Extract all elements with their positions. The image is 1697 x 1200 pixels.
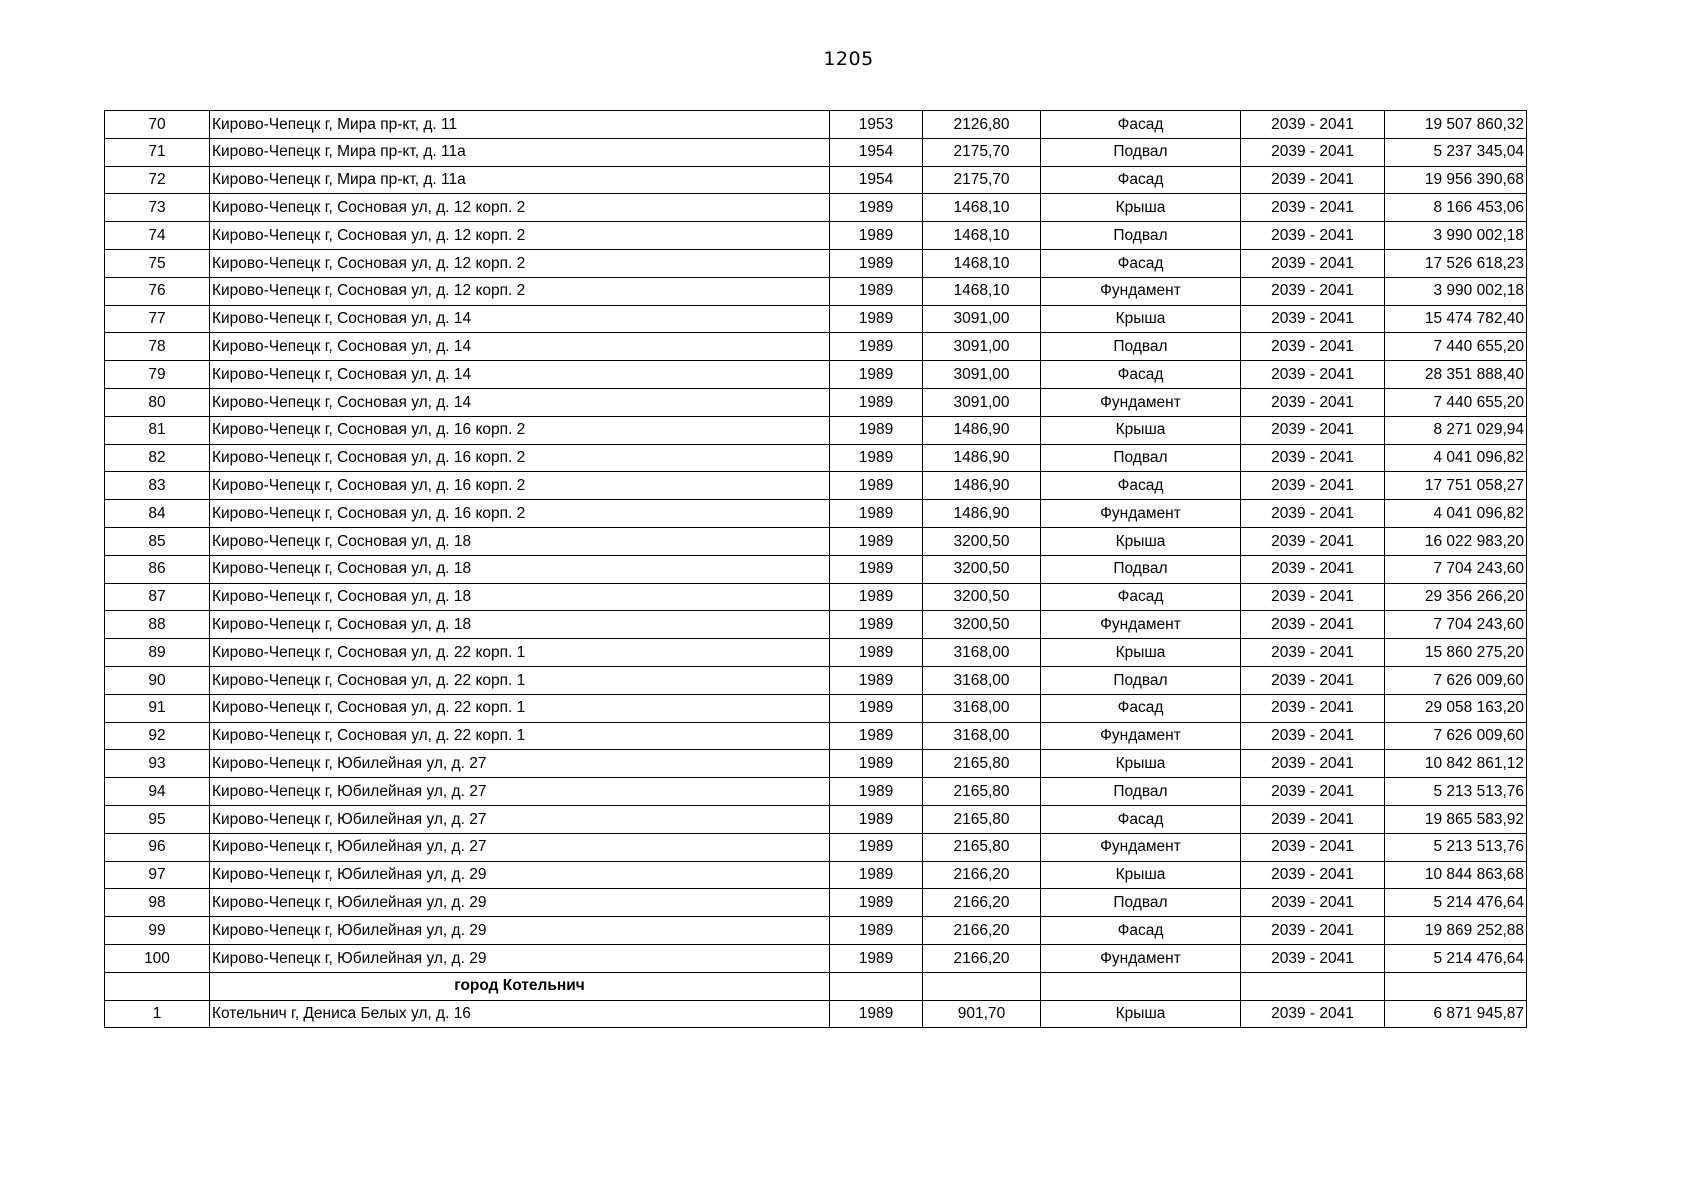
table-row xyxy=(105,305,1527,333)
area-cell: 2165,80 xyxy=(923,805,1041,833)
row-number-cell: 95 xyxy=(105,805,210,833)
empty-cell xyxy=(1041,972,1241,1000)
table-row xyxy=(105,694,1527,722)
row-number-cell: 100 xyxy=(105,944,210,972)
row-number-cell: 98 xyxy=(105,889,210,917)
year-built-cell: 1989 xyxy=(830,555,923,583)
work-type-cell: Фундамент xyxy=(1041,388,1241,416)
table-row xyxy=(105,138,1527,166)
cost-cell: 10 844 863,68 xyxy=(1385,861,1527,889)
cost-cell: 8 166 453,06 xyxy=(1385,194,1527,222)
row-number-cell: 78 xyxy=(105,333,210,361)
area-cell: 3200,50 xyxy=(923,583,1041,611)
period-cell: 2039 - 2041 xyxy=(1241,1000,1385,1028)
address-cell: Кирово-Чепецк г, Сосновая ул, д. 22 корп. 1 xyxy=(210,666,830,694)
row-number-cell: 76 xyxy=(105,277,210,305)
period-cell: 2039 - 2041 xyxy=(1241,388,1385,416)
work-type-cell: Фундамент xyxy=(1041,722,1241,750)
period-cell: 2039 - 2041 xyxy=(1241,666,1385,694)
row-number-cell: 99 xyxy=(105,917,210,945)
area-cell: 1486,90 xyxy=(923,444,1041,472)
period-cell: 2039 - 2041 xyxy=(1241,472,1385,500)
year-built-cell: 1989 xyxy=(830,944,923,972)
area-cell: 3091,00 xyxy=(923,361,1041,389)
row-number-cell: 75 xyxy=(105,249,210,277)
year-built-cell: 1989 xyxy=(830,1000,923,1028)
row-number-cell: 88 xyxy=(105,611,210,639)
work-type-cell: Фундамент xyxy=(1041,500,1241,528)
period-cell: 2039 - 2041 xyxy=(1241,722,1385,750)
cost-cell: 6 871 945,87 xyxy=(1385,1000,1527,1028)
address-cell: Кирово-Чепецк г, Сосновая ул, д. 12 корп. 2 xyxy=(210,222,830,250)
cost-cell: 7 440 655,20 xyxy=(1385,333,1527,361)
work-type-cell: Фундамент xyxy=(1041,833,1241,861)
year-built-cell: 1989 xyxy=(830,194,923,222)
table-row xyxy=(105,416,1527,444)
year-built-cell: 1989 xyxy=(830,527,923,555)
area-cell: 1468,10 xyxy=(923,222,1041,250)
table-row xyxy=(105,555,1527,583)
area-cell: 3200,50 xyxy=(923,611,1041,639)
table-row xyxy=(105,249,1527,277)
work-type-cell: Фасад xyxy=(1041,111,1241,139)
period-cell: 2039 - 2041 xyxy=(1241,194,1385,222)
table-row xyxy=(105,472,1527,500)
address-cell: Кирово-Чепецк г, Юбилейная ул, д. 29 xyxy=(210,889,830,917)
work-type-cell: Крыша xyxy=(1041,416,1241,444)
table-row xyxy=(105,111,1527,139)
row-number-cell: 77 xyxy=(105,305,210,333)
cost-cell: 7 704 243,60 xyxy=(1385,555,1527,583)
period-cell: 2039 - 2041 xyxy=(1241,778,1385,806)
cost-cell: 7 704 243,60 xyxy=(1385,611,1527,639)
year-built-cell: 1989 xyxy=(830,833,923,861)
area-cell: 3091,00 xyxy=(923,388,1041,416)
year-built-cell: 1953 xyxy=(830,111,923,139)
period-cell: 2039 - 2041 xyxy=(1241,805,1385,833)
cost-cell: 5 214 476,64 xyxy=(1385,889,1527,917)
address-cell: Кирово-Чепецк г, Юбилейная ул, д. 27 xyxy=(210,778,830,806)
work-type-cell: Подвал xyxy=(1041,222,1241,250)
address-cell: Кирово-Чепецк г, Сосновая ул, д. 16 корп. 2 xyxy=(210,472,830,500)
row-number-cell: 92 xyxy=(105,722,210,750)
period-cell: 2039 - 2041 xyxy=(1241,444,1385,472)
row-number-cell: 80 xyxy=(105,388,210,416)
table-body xyxy=(105,111,1527,1028)
work-type-cell: Фасад xyxy=(1041,166,1241,194)
work-type-cell: Крыша xyxy=(1041,527,1241,555)
cost-cell: 19 507 860,32 xyxy=(1385,111,1527,139)
work-type-cell: Фасад xyxy=(1041,361,1241,389)
work-type-cell: Крыша xyxy=(1041,750,1241,778)
cost-cell: 15 474 782,40 xyxy=(1385,305,1527,333)
row-number-cell: 90 xyxy=(105,666,210,694)
address-cell: Кирово-Чепецк г, Юбилейная ул, д. 27 xyxy=(210,805,830,833)
cost-cell: 5 213 513,76 xyxy=(1385,833,1527,861)
period-cell: 2039 - 2041 xyxy=(1241,222,1385,250)
cost-cell: 19 865 583,92 xyxy=(1385,805,1527,833)
table-row xyxy=(105,500,1527,528)
period-cell: 2039 - 2041 xyxy=(1241,750,1385,778)
period-cell: 2039 - 2041 xyxy=(1241,249,1385,277)
area-cell: 3091,00 xyxy=(923,333,1041,361)
period-cell: 2039 - 2041 xyxy=(1241,861,1385,889)
table-row xyxy=(105,388,1527,416)
work-type-cell: Фасад xyxy=(1041,249,1241,277)
row-number-cell: 96 xyxy=(105,833,210,861)
row-number-cell: 71 xyxy=(105,138,210,166)
address-cell: Кирово-Чепецк г, Мира пр-кт, д. 11 xyxy=(210,111,830,139)
area-cell: 2175,70 xyxy=(923,166,1041,194)
year-built-cell: 1989 xyxy=(830,361,923,389)
table-row xyxy=(105,944,1527,972)
cost-cell: 15 860 275,20 xyxy=(1385,639,1527,667)
area-cell: 2165,80 xyxy=(923,833,1041,861)
area-cell: 3168,00 xyxy=(923,722,1041,750)
cost-cell: 4 041 096,82 xyxy=(1385,500,1527,528)
address-cell: Кирово-Чепецк г, Юбилейная ул, д. 27 xyxy=(210,833,830,861)
address-cell: Кирово-Чепецк г, Сосновая ул, д. 16 корп. 2 xyxy=(210,416,830,444)
housing-repair-table xyxy=(104,110,1527,1028)
table-row xyxy=(105,444,1527,472)
work-type-cell: Фундамент xyxy=(1041,944,1241,972)
area-cell: 3200,50 xyxy=(923,555,1041,583)
address-cell: Кирово-Чепецк г, Сосновая ул, д. 14 xyxy=(210,305,830,333)
table-row xyxy=(105,833,1527,861)
year-built-cell: 1989 xyxy=(830,889,923,917)
address-cell: Котельнич г, Дениса Белых ул, д. 16 xyxy=(210,1000,830,1028)
table-row xyxy=(105,778,1527,806)
empty-cell xyxy=(923,972,1041,1000)
work-type-cell: Фасад xyxy=(1041,917,1241,945)
period-cell: 2039 - 2041 xyxy=(1241,277,1385,305)
row-number-cell: 73 xyxy=(105,194,210,222)
cost-cell: 10 842 861,12 xyxy=(1385,750,1527,778)
cost-cell: 3 990 002,18 xyxy=(1385,222,1527,250)
cost-cell: 5 213 513,76 xyxy=(1385,778,1527,806)
area-cell: 2165,80 xyxy=(923,778,1041,806)
address-cell: Кирово-Чепецк г, Сосновая ул, д. 22 корп. 1 xyxy=(210,722,830,750)
area-cell: 3200,50 xyxy=(923,527,1041,555)
section-row xyxy=(105,972,1527,1000)
year-built-cell: 1989 xyxy=(830,583,923,611)
address-cell: Кирово-Чепецк г, Юбилейная ул, д. 29 xyxy=(210,861,830,889)
address-cell: Кирово-Чепецк г, Юбилейная ул, д. 29 xyxy=(210,944,830,972)
year-built-cell: 1989 xyxy=(830,416,923,444)
year-built-cell: 1989 xyxy=(830,472,923,500)
work-type-cell: Фундамент xyxy=(1041,611,1241,639)
area-cell: 2126,80 xyxy=(923,111,1041,139)
year-built-cell: 1989 xyxy=(830,611,923,639)
area-cell: 3168,00 xyxy=(923,639,1041,667)
cost-cell: 8 271 029,94 xyxy=(1385,416,1527,444)
cost-cell: 5 237 345,04 xyxy=(1385,138,1527,166)
area-cell: 1486,90 xyxy=(923,500,1041,528)
cost-cell: 4 041 096,82 xyxy=(1385,444,1527,472)
table-row xyxy=(105,222,1527,250)
address-cell: Кирово-Чепецк г, Мира пр-кт, д. 11а xyxy=(210,138,830,166)
area-cell: 2175,70 xyxy=(923,138,1041,166)
work-type-cell: Подвал xyxy=(1041,555,1241,583)
work-type-cell: Крыша xyxy=(1041,194,1241,222)
address-cell: Кирово-Чепецк г, Сосновая ул, д. 18 xyxy=(210,527,830,555)
year-built-cell: 1989 xyxy=(830,917,923,945)
table-row xyxy=(105,666,1527,694)
table-row xyxy=(105,361,1527,389)
year-built-cell: 1989 xyxy=(830,333,923,361)
address-cell: Кирово-Чепецк г, Юбилейная ул, д. 29 xyxy=(210,917,830,945)
table-row xyxy=(105,639,1527,667)
address-cell: Кирово-Чепецк г, Сосновая ул, д. 18 xyxy=(210,583,830,611)
cost-cell: 16 022 983,20 xyxy=(1385,527,1527,555)
row-number-cell: 72 xyxy=(105,166,210,194)
year-built-cell: 1989 xyxy=(830,639,923,667)
address-cell: Кирово-Чепецк г, Сосновая ул, д. 18 xyxy=(210,555,830,583)
area-cell: 3168,00 xyxy=(923,666,1041,694)
cost-cell: 19 956 390,68 xyxy=(1385,166,1527,194)
period-cell: 2039 - 2041 xyxy=(1241,166,1385,194)
address-cell: Кирово-Чепецк г, Юбилейная ул, д. 27 xyxy=(210,750,830,778)
period-cell: 2039 - 2041 xyxy=(1241,138,1385,166)
year-built-cell: 1989 xyxy=(830,861,923,889)
year-built-cell: 1989 xyxy=(830,722,923,750)
area-cell: 3168,00 xyxy=(923,694,1041,722)
period-cell: 2039 - 2041 xyxy=(1241,944,1385,972)
table-row xyxy=(105,277,1527,305)
work-type-cell: Крыша xyxy=(1041,861,1241,889)
area-cell: 1486,90 xyxy=(923,472,1041,500)
period-cell: 2039 - 2041 xyxy=(1241,500,1385,528)
table-row xyxy=(105,527,1527,555)
work-type-cell: Крыша xyxy=(1041,1000,1241,1028)
row-number-cell: 81 xyxy=(105,416,210,444)
work-type-cell: Фундамент xyxy=(1041,277,1241,305)
year-built-cell: 1989 xyxy=(830,750,923,778)
period-cell: 2039 - 2041 xyxy=(1241,639,1385,667)
year-built-cell: 1989 xyxy=(830,666,923,694)
period-cell: 2039 - 2041 xyxy=(1241,694,1385,722)
work-type-cell: Подвал xyxy=(1041,444,1241,472)
section-title: город Котельнич xyxy=(210,972,830,1000)
work-type-cell: Фасад xyxy=(1041,583,1241,611)
period-cell: 2039 - 2041 xyxy=(1241,889,1385,917)
row-number-cell: 91 xyxy=(105,694,210,722)
empty-cell xyxy=(1385,972,1527,1000)
page-number: 1205 xyxy=(823,48,874,70)
year-built-cell: 1954 xyxy=(830,166,923,194)
row-number-cell: 93 xyxy=(105,750,210,778)
table-row xyxy=(105,805,1527,833)
period-cell: 2039 - 2041 xyxy=(1241,111,1385,139)
work-type-cell: Подвал xyxy=(1041,333,1241,361)
cost-cell: 17 751 058,27 xyxy=(1385,472,1527,500)
period-cell: 2039 - 2041 xyxy=(1241,416,1385,444)
year-built-cell: 1989 xyxy=(830,277,923,305)
cost-cell: 28 351 888,40 xyxy=(1385,361,1527,389)
area-cell: 1468,10 xyxy=(923,194,1041,222)
work-type-cell: Фасад xyxy=(1041,694,1241,722)
area-cell: 2166,20 xyxy=(923,917,1041,945)
period-cell: 2039 - 2041 xyxy=(1241,527,1385,555)
table-row xyxy=(105,194,1527,222)
period-cell: 2039 - 2041 xyxy=(1241,833,1385,861)
year-built-cell: 1989 xyxy=(830,249,923,277)
row-number-cell: 97 xyxy=(105,861,210,889)
empty-cell xyxy=(1241,972,1385,1000)
year-built-cell: 1989 xyxy=(830,388,923,416)
cost-cell: 29 058 163,20 xyxy=(1385,694,1527,722)
area-cell: 2166,20 xyxy=(923,861,1041,889)
year-built-cell: 1989 xyxy=(830,444,923,472)
table-row xyxy=(105,166,1527,194)
cost-cell: 29 356 266,20 xyxy=(1385,583,1527,611)
cost-cell: 19 869 252,88 xyxy=(1385,917,1527,945)
area-cell: 1468,10 xyxy=(923,249,1041,277)
cost-cell: 17 526 618,23 xyxy=(1385,249,1527,277)
row-number-cell: 89 xyxy=(105,639,210,667)
period-cell: 2039 - 2041 xyxy=(1241,611,1385,639)
work-type-cell: Крыша xyxy=(1041,305,1241,333)
row-number-cell: 86 xyxy=(105,555,210,583)
cost-cell: 7 626 009,60 xyxy=(1385,722,1527,750)
area-cell: 1468,10 xyxy=(923,277,1041,305)
row-number-cell: 94 xyxy=(105,778,210,806)
address-cell: Кирово-Чепецк г, Сосновая ул, д. 12 корп. 2 xyxy=(210,277,830,305)
address-cell: Кирово-Чепецк г, Сосновая ул, д. 22 корп. 1 xyxy=(210,639,830,667)
work-type-cell: Подвал xyxy=(1041,778,1241,806)
address-cell: Кирово-Чепецк г, Сосновая ул, д. 16 корп. 2 xyxy=(210,444,830,472)
year-built-cell: 1989 xyxy=(830,500,923,528)
work-type-cell: Подвал xyxy=(1041,889,1241,917)
year-built-cell: 1954 xyxy=(830,138,923,166)
year-built-cell: 1989 xyxy=(830,305,923,333)
work-type-cell: Фасад xyxy=(1041,805,1241,833)
row-number-cell: 87 xyxy=(105,583,210,611)
table-row xyxy=(105,1000,1527,1028)
table-row xyxy=(105,917,1527,945)
row-number-cell: 74 xyxy=(105,222,210,250)
row-number-cell xyxy=(105,972,210,1000)
cost-cell: 7 440 655,20 xyxy=(1385,388,1527,416)
area-cell: 1486,90 xyxy=(923,416,1041,444)
empty-cell xyxy=(830,972,923,1000)
row-number-cell: 1 xyxy=(105,1000,210,1028)
address-cell: Кирово-Чепецк г, Сосновая ул, д. 18 xyxy=(210,611,830,639)
cost-cell: 5 214 476,64 xyxy=(1385,944,1527,972)
address-cell: Кирово-Чепецк г, Сосновая ул, д. 14 xyxy=(210,333,830,361)
period-cell: 2039 - 2041 xyxy=(1241,583,1385,611)
row-number-cell: 84 xyxy=(105,500,210,528)
table-row xyxy=(105,333,1527,361)
area-cell: 901,70 xyxy=(923,1000,1041,1028)
row-number-cell: 85 xyxy=(105,527,210,555)
year-built-cell: 1989 xyxy=(830,694,923,722)
year-built-cell: 1989 xyxy=(830,778,923,806)
address-cell: Кирово-Чепецк г, Сосновая ул, д. 16 корп. 2 xyxy=(210,500,830,528)
work-type-cell: Фасад xyxy=(1041,472,1241,500)
address-cell: Кирово-Чепецк г, Сосновая ул, д. 14 xyxy=(210,361,830,389)
cost-cell: 7 626 009,60 xyxy=(1385,666,1527,694)
row-number-cell: 82 xyxy=(105,444,210,472)
row-number-cell: 83 xyxy=(105,472,210,500)
address-cell: Кирово-Чепецк г, Сосновая ул, д. 22 корп. 1 xyxy=(210,694,830,722)
table-row xyxy=(105,889,1527,917)
cost-cell: 3 990 002,18 xyxy=(1385,277,1527,305)
table-row xyxy=(105,722,1527,750)
table-row xyxy=(105,583,1527,611)
address-cell: Кирово-Чепецк г, Сосновая ул, д. 14 xyxy=(210,388,830,416)
area-cell: 2166,20 xyxy=(923,889,1041,917)
area-cell: 3091,00 xyxy=(923,305,1041,333)
area-cell: 2165,80 xyxy=(923,750,1041,778)
area-cell: 2166,20 xyxy=(923,944,1041,972)
period-cell: 2039 - 2041 xyxy=(1241,917,1385,945)
period-cell: 2039 - 2041 xyxy=(1241,333,1385,361)
period-cell: 2039 - 2041 xyxy=(1241,305,1385,333)
row-number-cell: 70 xyxy=(105,111,210,139)
work-type-cell: Крыша xyxy=(1041,639,1241,667)
work-type-cell: Подвал xyxy=(1041,138,1241,166)
year-built-cell: 1989 xyxy=(830,222,923,250)
address-cell: Кирово-Чепецк г, Сосновая ул, д. 12 корп. 2 xyxy=(210,194,830,222)
period-cell: 2039 - 2041 xyxy=(1241,361,1385,389)
table-row xyxy=(105,750,1527,778)
work-type-cell: Подвал xyxy=(1041,666,1241,694)
table-row xyxy=(105,861,1527,889)
year-built-cell: 1989 xyxy=(830,805,923,833)
row-number-cell: 79 xyxy=(105,361,210,389)
period-cell: 2039 - 2041 xyxy=(1241,555,1385,583)
table-row xyxy=(105,611,1527,639)
address-cell: Кирово-Чепецк г, Мира пр-кт, д. 11а xyxy=(210,166,830,194)
address-cell: Кирово-Чепецк г, Сосновая ул, д. 12 корп. 2 xyxy=(210,249,830,277)
